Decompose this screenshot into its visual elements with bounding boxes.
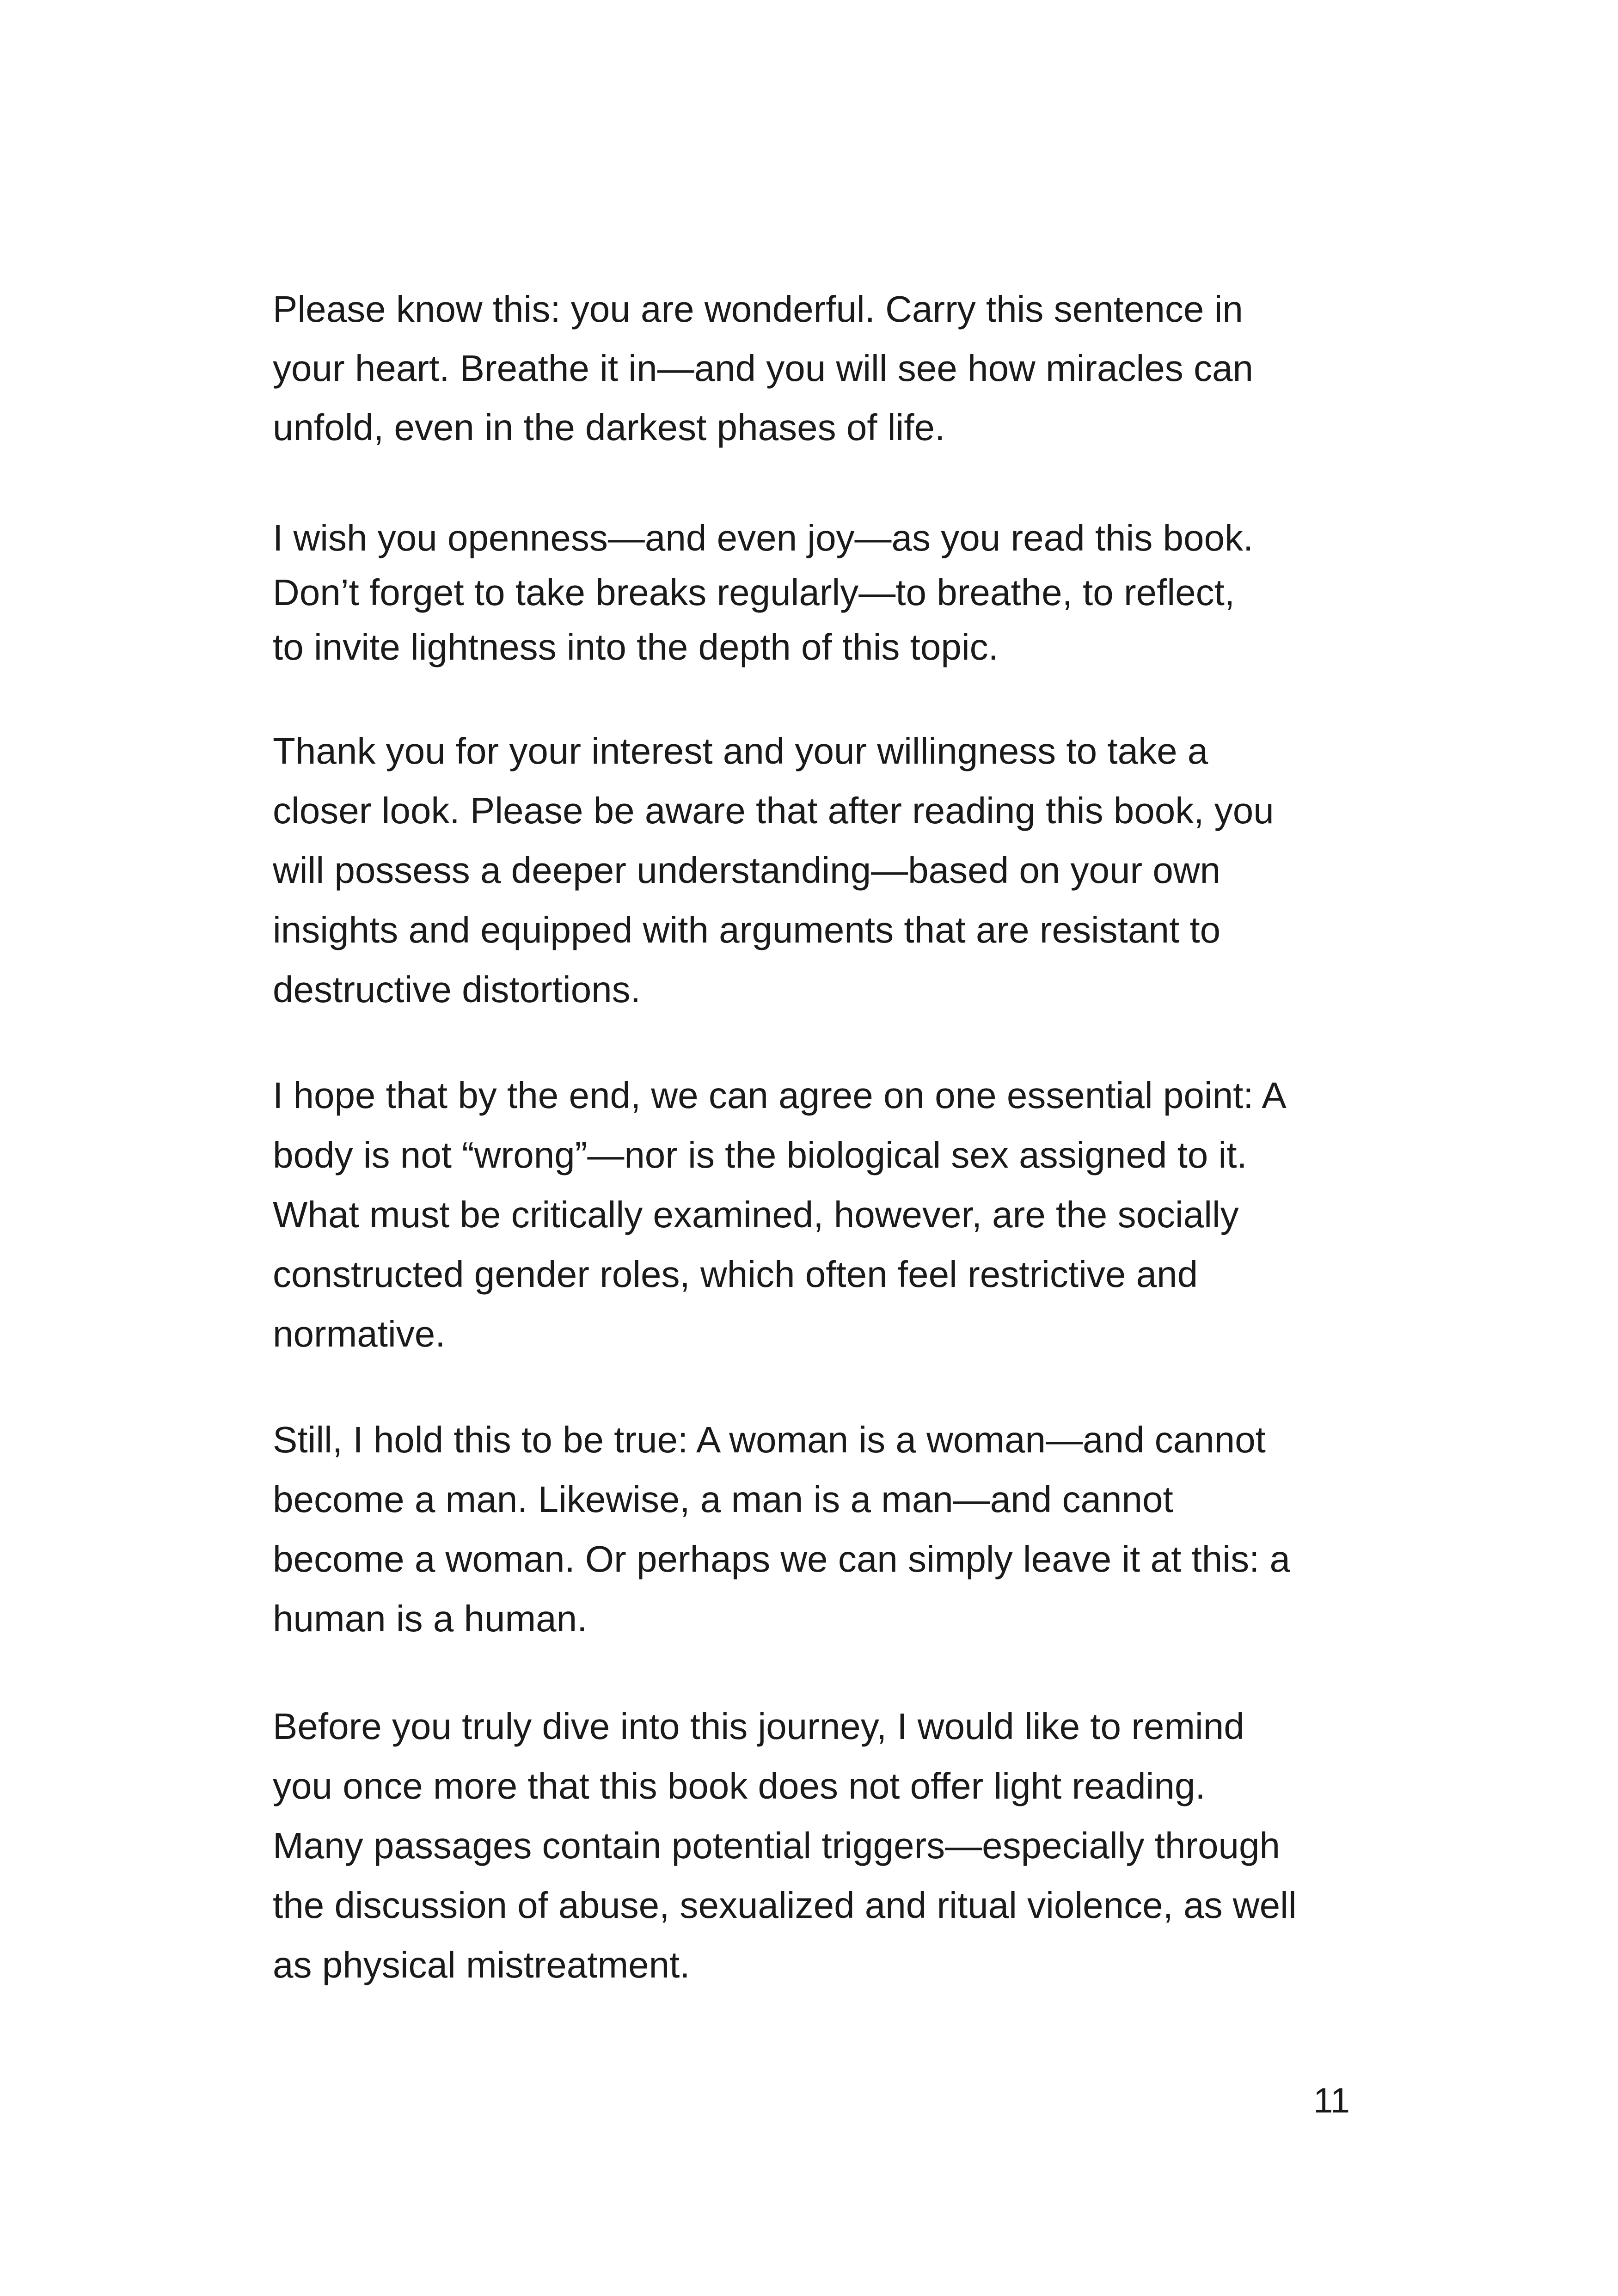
text-line: body is not “wrong”—nor is the biological sex assigned to it. [273, 1134, 1247, 1176]
paragraph-hope [273, 1065, 1364, 1364]
text-line: human is a human. [273, 1598, 588, 1639]
text-line: insights and equipped with arguments that are resistant to [273, 909, 1221, 950]
text-line: I hope that by the end, we can agree on one essential point: A [273, 1075, 1287, 1116]
text-line: to invite lightness into the depth of this topic. [273, 626, 999, 667]
text-line: the discussion of abuse, sexualized and ritual violence, as well [273, 1885, 1297, 1926]
text-line: become a woman. Or perhaps we can simply leave it at this: a [273, 1538, 1291, 1580]
text-line: normative. [273, 1313, 446, 1354]
text-line: What must be critically examined, however, are the socially [273, 1194, 1239, 1235]
text-line: Thank you for your interest and your willingness to take a [273, 730, 1208, 771]
text-line: destructive distortions. [273, 969, 641, 1010]
text-line: Please know this: you are wonderful. Carry this sentence in [273, 288, 1243, 330]
text-line: become a man. Likewise, a man is a man—and cannot [273, 1479, 1173, 1520]
text-line: closer look. Please be aware that after reading this book, you [273, 790, 1274, 831]
text-line: Before you truly dive into this journey, I would like to remind [273, 1706, 1244, 1747]
text-line: constructed gender roles, which often feel restrictive and [273, 1254, 1198, 1295]
text-line: Don’t forget to take breaks regularly—to breathe, to reflect, [273, 572, 1235, 613]
text-line: you once more that this book does not offer light reading. [273, 1765, 1206, 1806]
text-line: Still, I hold this to be true: A woman is a woman—and cannot [273, 1419, 1266, 1460]
paragraph-affirmation [273, 280, 1364, 457]
paragraph-thanks [273, 721, 1364, 1019]
paragraph-belief [273, 1410, 1364, 1648]
text-line: unfold, even in the darkest phases of life. [273, 407, 945, 448]
text-line: I wish you openness—and even joy—as you read this book. [273, 517, 1254, 558]
text-line: your heart. Breathe it in—and you will see how miracles can [273, 348, 1254, 389]
paragraph-openness [273, 511, 1364, 674]
paragraph-warning [273, 1696, 1364, 1995]
page-number: 11 [1313, 2081, 1350, 2120]
text-line: will possess a deeper understanding—based on your own [273, 850, 1221, 891]
text-line: as physical mistreatment. [273, 1944, 690, 1985]
text-line: Many passages contain potential triggers—especially through [273, 1825, 1281, 1866]
